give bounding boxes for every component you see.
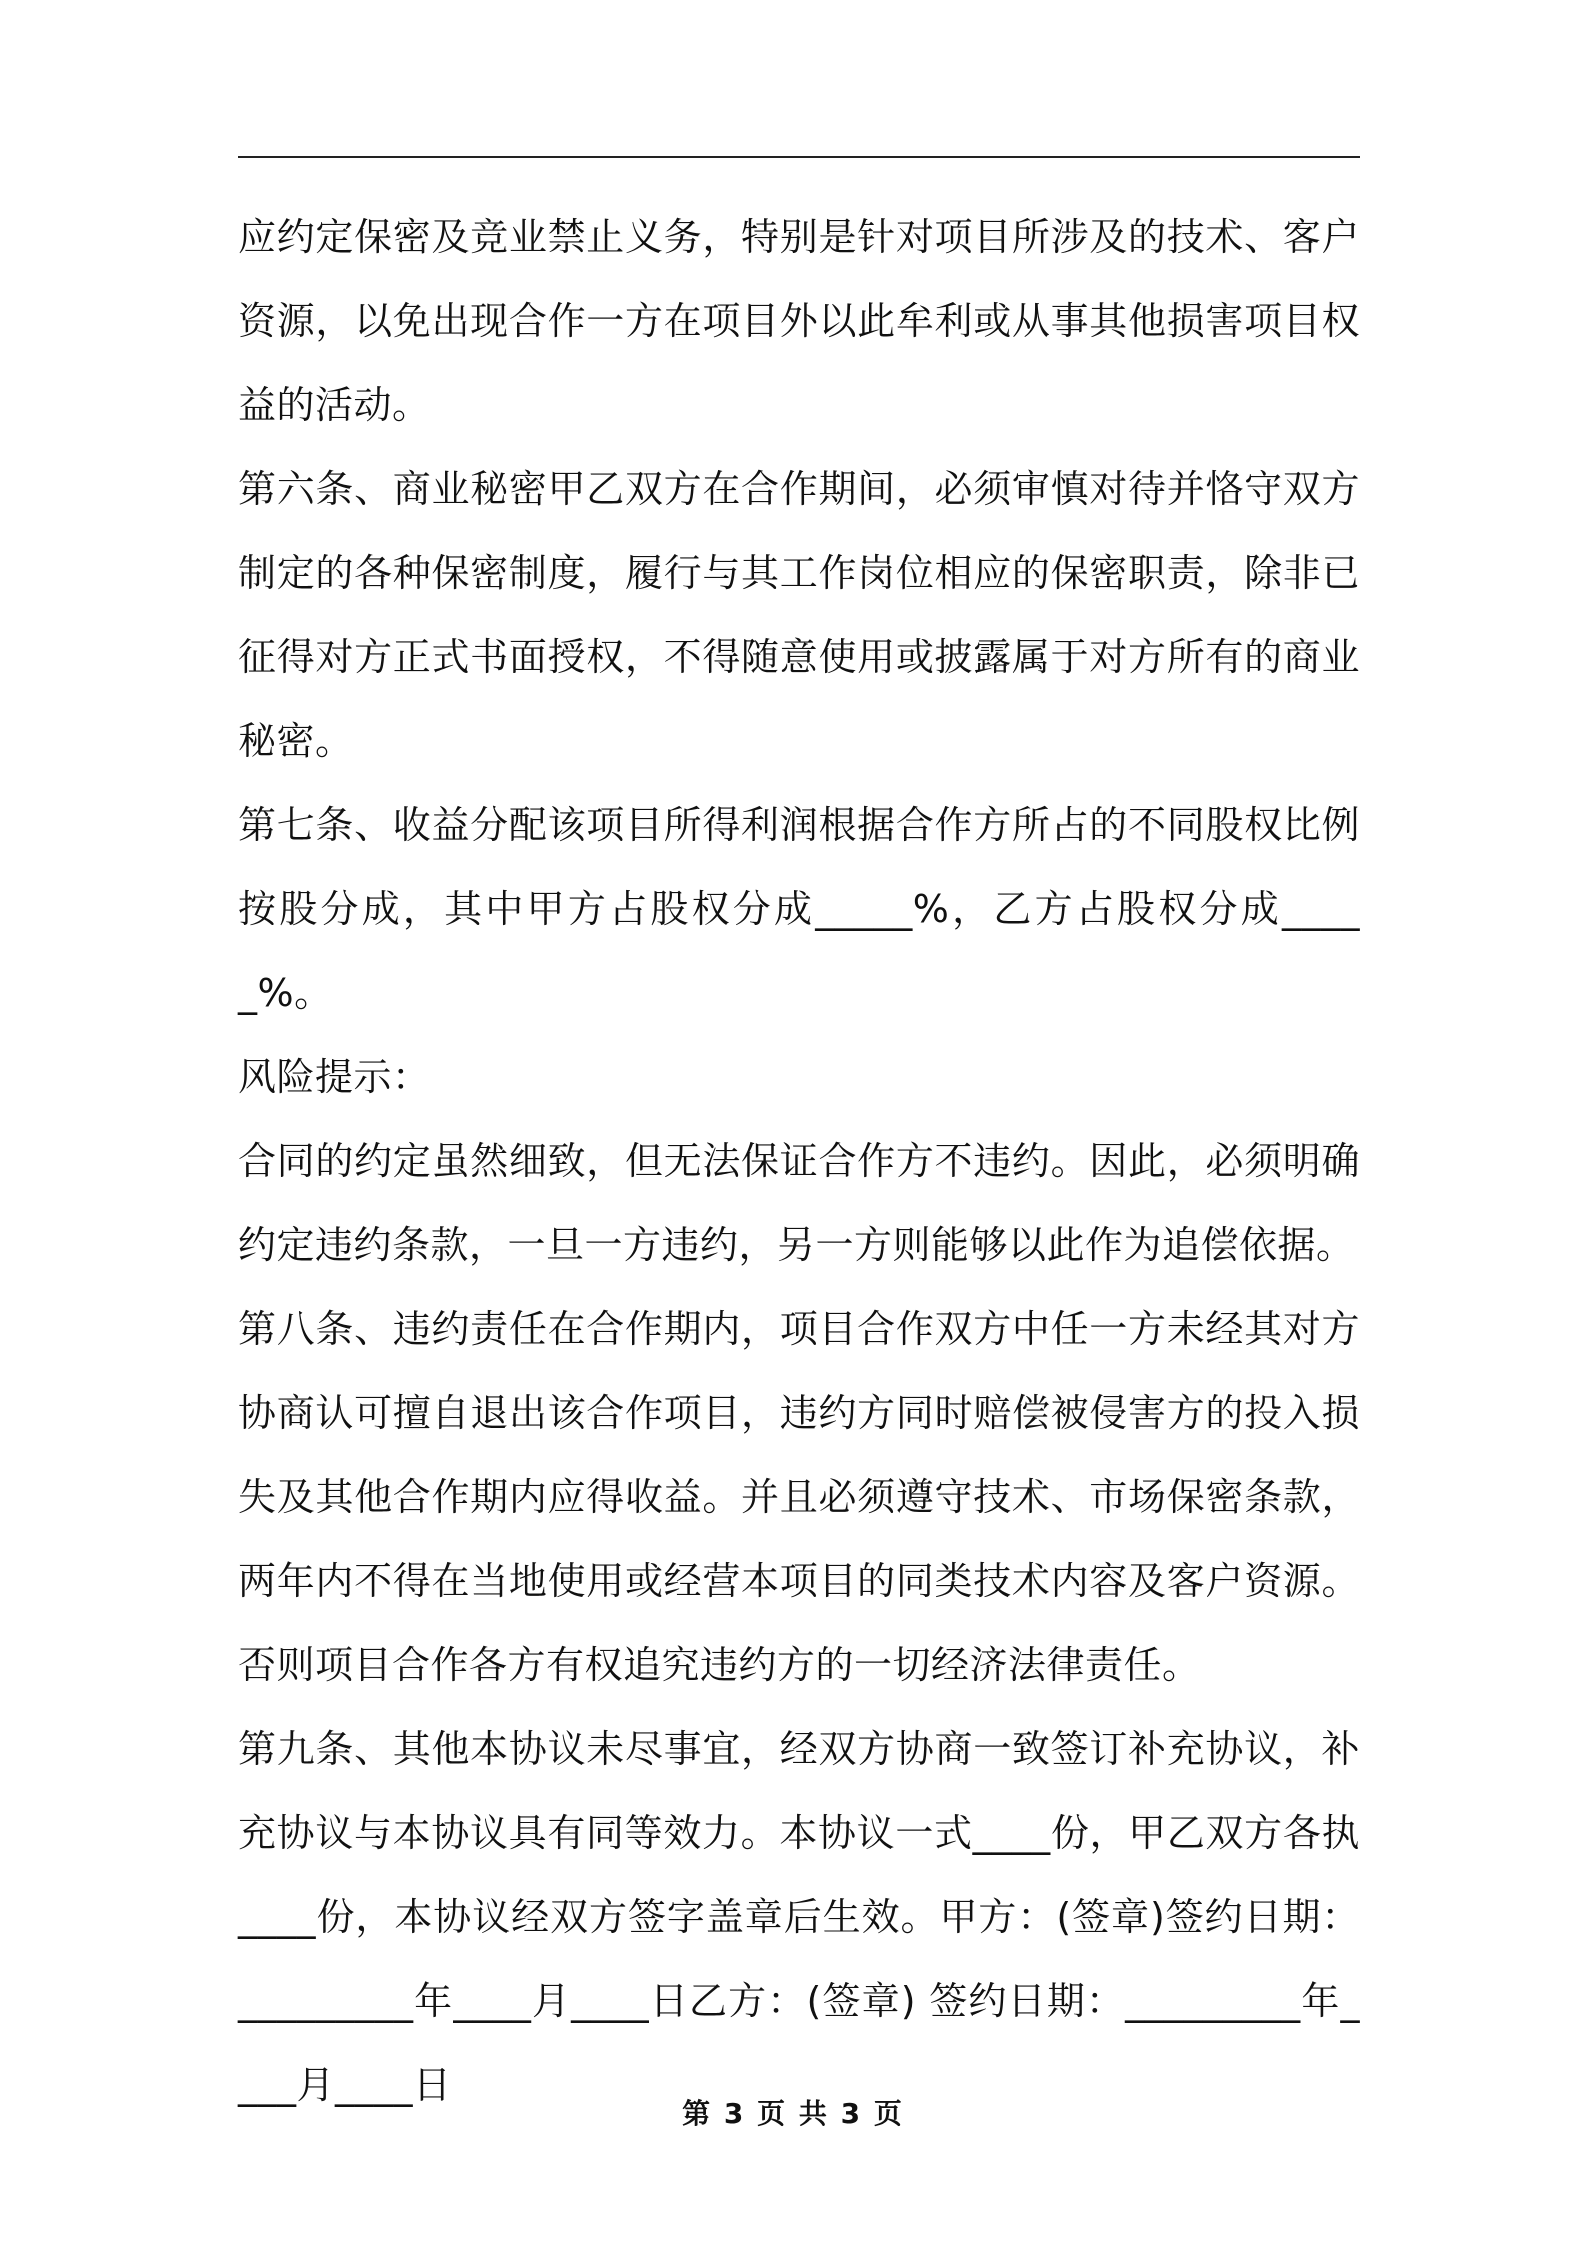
header-rule [238,156,1360,158]
paragraph-article-9: 第九条、其他本协议未尽事宜，经双方协商一致签订补充协议，补充协议与本协议具有同等效力。本协议一式____份，甲乙双方各执____份，本协议经双方签字盖章后生效。甲方：(签章)签约日期：_________年____月____日乙方：(签章) 签约日期：_________年____月____日 [238,1727,1360,2107]
paragraph-risk-notice: 合同的约定虽然细致，但无法保证合作方不违约。因此，必须明确约定违约条款，一旦一方违约，另一方则能够以此作为追偿依据。 [238,1139,1360,1267]
risk-notice-heading: 风险提示： [238,1055,431,1099]
document-body [238,195,1360,2127]
paragraph-confidentiality-continued: 应约定保密及竞业禁止义务，特别是针对项目所涉及的技术、客户资源，以免出现合作一方在项目外以此牟利或从事其他损害项目权益的活动。 [238,215,1360,427]
page-number: 第 3 页 共 3 页 [682,2097,904,2130]
paragraph-article-6: 第六条、商业秘密甲乙双方在合作期间，必须审慎对待并恪守双方制定的各种保密制度，履行与其工作岗位相应的保密职责，除非已征得对方正式书面授权，不得随意使用或披露属于对方所有的商业秘密。 [238,467,1360,763]
paragraph-article-7: 第七条、收益分配该项目所得利润根据合作方所占的不同股权比例按股分成，其中甲方占股权分成_____%，乙方占股权分成_____%。 [238,803,1360,1015]
paragraph-article-8: 第八条、违约责任在合作期内，项目合作双方中任一方未经其对方协商认可擅自退出该合作项目，违约方同时赔偿被侵害方的投入损失及其他合作期内应得收益。并且必须遵守技术、市场保密条款，两年内不得在当地使用或经营本项目的同类技术内容及客户资源。否则项目合作各方有权追究违约方的一切经济法律责任。 [238,1307,1360,1687]
